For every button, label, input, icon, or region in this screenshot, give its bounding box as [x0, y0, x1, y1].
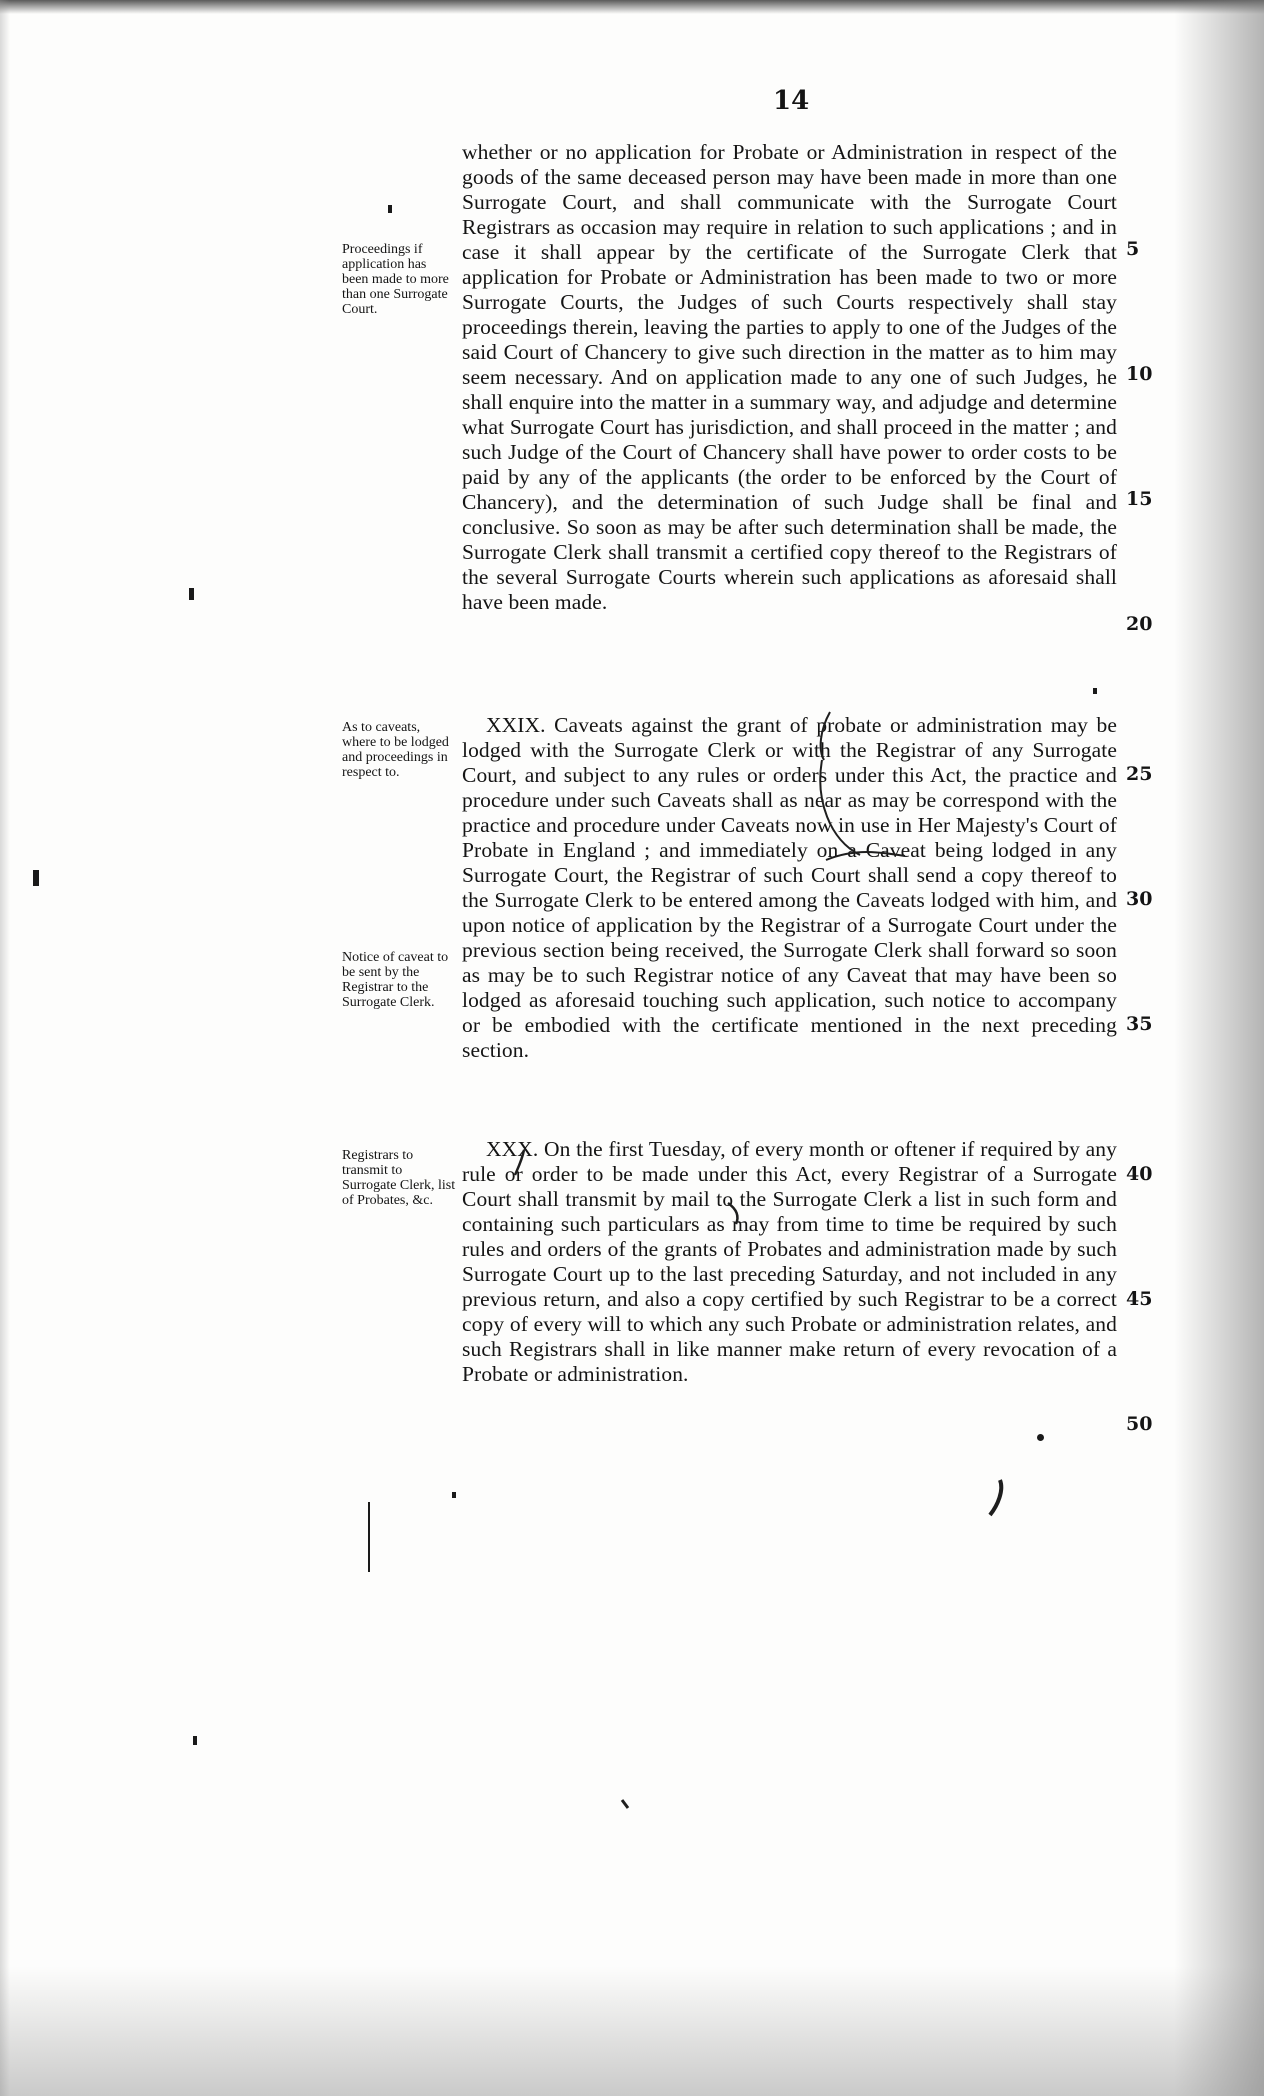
scan-speck — [388, 205, 392, 213]
scan-speck — [1093, 688, 1097, 694]
scan-edge-bottom — [0, 1966, 1264, 2096]
scan-edge-left — [0, 0, 10, 2096]
line-number: 5 — [1126, 238, 1140, 260]
pen-stroke-left — [368, 1502, 370, 1572]
marginal-note-registrars: Registrars to transmit to Surrogate Clerk, list of Probates, &c. — [342, 1148, 456, 1208]
marginal-note-proceedings: Proceedings if application has been made to more than one Surrogate Court. — [342, 242, 449, 317]
section-xxx-text: XXX. On the first Tuesday, of every month or oftener if required by any rule or order to be made under this Act, every Registrar of a Surrogate Court shall transmit by mail to the Surrogate Clerk a list in such form and containing such particulars as may from time to time be required by such rules and orders of the grants of Probates and administration made by such Surrogate Court up to the last preceding Saturday, and not included in any previous return, and also a copy certified by such Registrar to be a correct copy of every will to which any such Probate or administration relates, and such Registrars shall in like manner make return of every revocation of a Probate or administration. — [462, 1137, 1117, 1386]
scan-speck — [452, 1492, 456, 1498]
line-number: 25 — [1126, 763, 1153, 785]
line-number: 40 — [1126, 1163, 1153, 1185]
line-number: 15 — [1126, 488, 1153, 510]
line-number: 10 — [1126, 363, 1153, 385]
line-number: 35 — [1126, 1013, 1153, 1035]
scan-speck — [33, 870, 39, 886]
scan-speck — [1037, 1434, 1044, 1441]
scan-speck — [193, 1736, 197, 1745]
line-number: 30 — [1126, 888, 1153, 910]
page-number: 14 — [773, 86, 810, 116]
paragraph-section-xxix — [462, 713, 1117, 1063]
section-xxix-text: XXIX. Caveats against the grant of probate or administration may be lodged with the Surrogate Clerk or with the Registrar of any Surrogate Court, and subject to any rules or orders under this Act, the practice and procedure under such Caveats shall as near as may be correspond with the practice and procedure under Caveats now in use in Her Majesty's Court of Probate in England ; and immediately on a Caveat being lodged in any Surrogate Court, the Registrar of such Court shall send a copy thereof to the Surrogate Clerk to be entered among the Caveats lodged with him, and upon notice of application by the Registrar of a Surrogate Court under the previous section being received, the Surrogate Clerk shall forward so soon as may be to such Registrar notice of any Caveat that may have been so lodged as aforesaid touching such application, such notice to accompany or be embodied with the certificate mentioned in the next preceding section. — [462, 713, 1117, 1062]
paragraph-continuation: whether or no application for Probate or Administration in respect of the goods of the same deceased person may have been made in more than one Surrogate Court, and shall communicate with the Surrogate Court Registrars as occasion may require in relation to such applications ; and in case it shall appear by the certificate of the Surrogate Clerk that application for Probate or Administration has been made to two or more Surrogate Courts, the Judges of such Courts respectively shall stay proceedings therein, leaving the parties to apply to one of the Judges of the said Court of Chancery to give such direction in the matter as to him may seem necessary. And on application made to any one of such Judges, he shall enquire into the matter in a summary way, and adjudge and determine what Surrogate Court has jurisdiction, and shall proceed in the matter ; and such Judge of the Court of Chancery shall have power to order costs to be paid by any of the applicants (the order to be enforced by the Court of Chancery), and the determination of such Judge shall be final and conclusive. So soon as may be after such determination shall be made, the Surrogate Clerk shall transmit a certified copy thereof to the Registrars of the several Surrogate Courts wherein such applications as aforesaid shall have been made. — [462, 140, 1117, 614]
line-number: 50 — [1126, 1413, 1153, 1435]
marginal-note-notice-of-caveat: Notice of caveat to be sent by the Registrar to the Surrogate Clerk. — [342, 950, 449, 1010]
line-number: 45 — [1126, 1288, 1153, 1310]
marginal-note-caveats: As to caveats, where to be lodged and proceedings in respect to. — [342, 720, 449, 780]
scan-edge-right — [1174, 0, 1264, 2096]
scan-speck — [189, 588, 194, 600]
line-number: 20 — [1126, 613, 1153, 635]
scan-edge-top — [0, 0, 1264, 14]
paragraph-section-xxx — [462, 1137, 1117, 1387]
